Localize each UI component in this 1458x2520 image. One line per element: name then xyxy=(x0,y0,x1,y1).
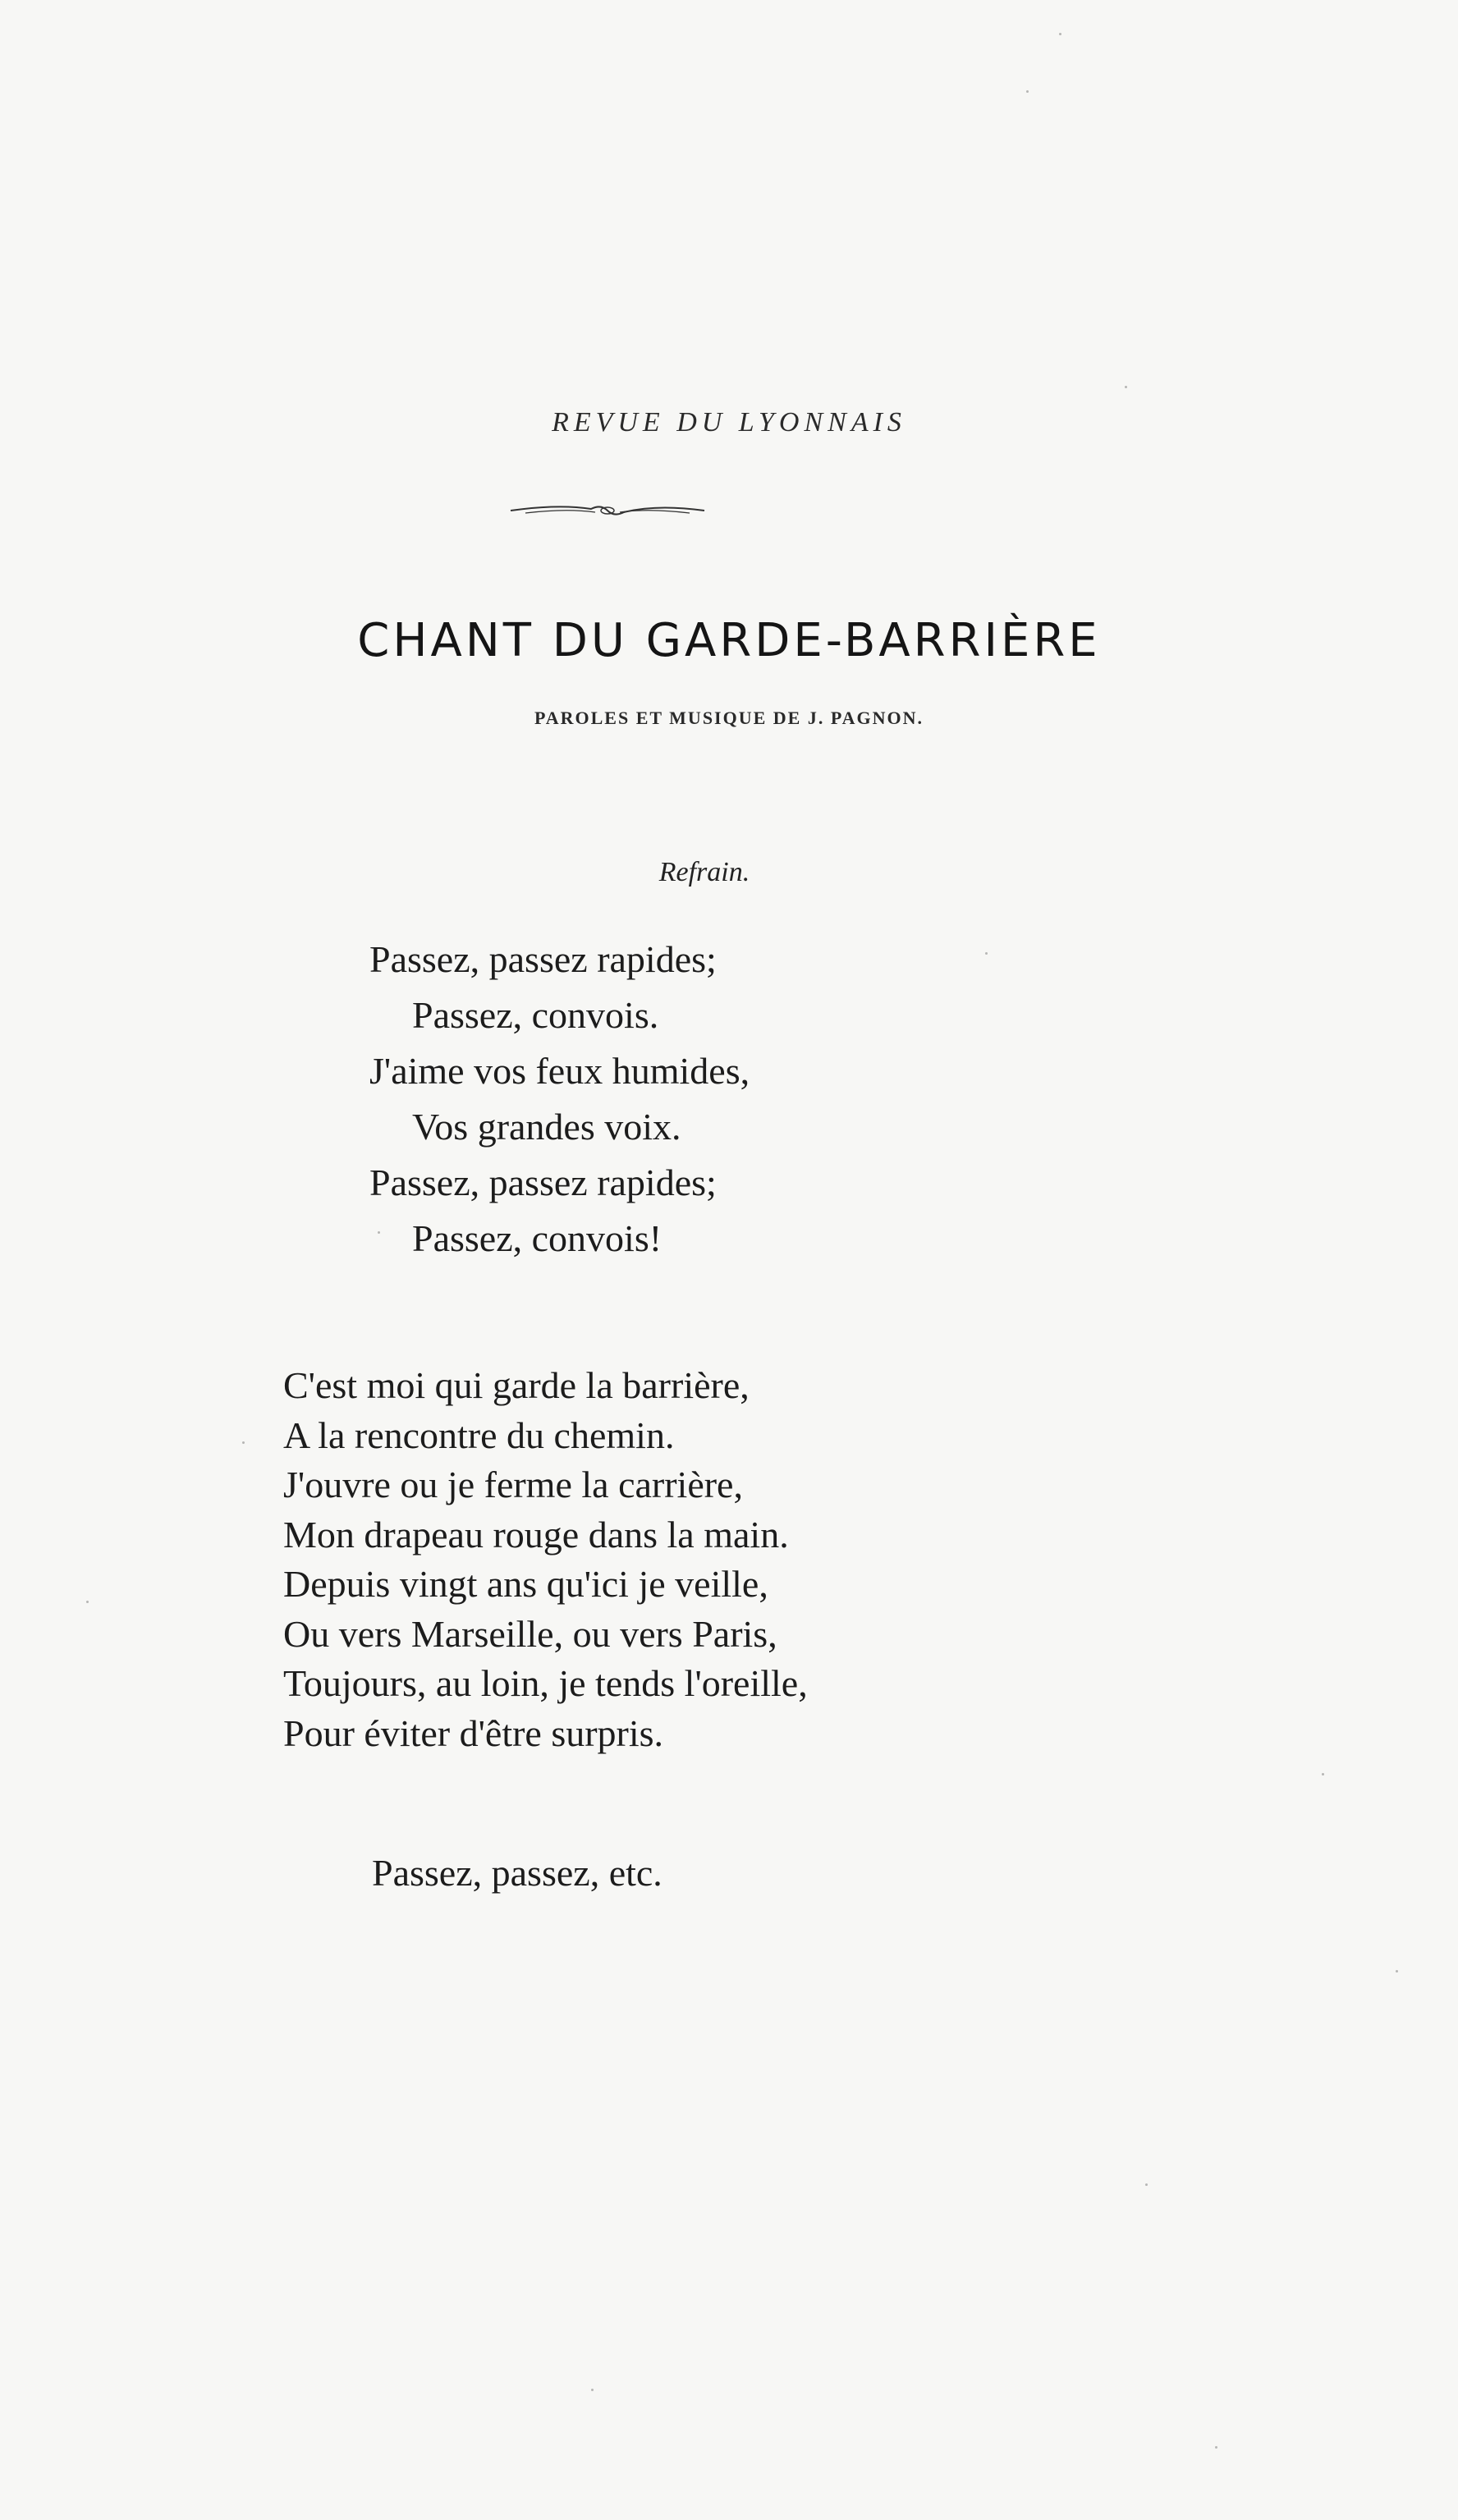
stanza xyxy=(283,1361,808,1758)
refrain-line: Passez, passez rapides; xyxy=(369,1161,717,1203)
stanza-line: Pour éviter d'être surpris. xyxy=(283,1711,664,1754)
song-title: CHANT DU GARDE-BARRIÈRE xyxy=(357,614,1101,667)
running-head: REVUE DU LYONNAIS xyxy=(552,407,906,438)
stanza-line: Depuis vingt ans qu'ici je veille, xyxy=(283,1563,768,1605)
refrain-label: Refrain. xyxy=(658,857,750,887)
stanza-line: Toujours, au loin, je tends l'oreille, xyxy=(283,1662,808,1704)
stanza-line: Ou vers Marseille, ou vers Paris, xyxy=(283,1612,777,1655)
song-byline: PAROLES ET MUSIQUE DE J. PAGNON. xyxy=(534,708,924,728)
refrain-line: Vos grandes voix. xyxy=(412,1106,681,1148)
refrain-line: Passez, convois! xyxy=(412,1217,663,1259)
refrain-repeat: Passez, passez, etc. xyxy=(372,1852,663,1894)
stanza-line: Mon drapeau rouge dans la main. xyxy=(283,1513,789,1556)
refrain-line: Passez, passez rapides; xyxy=(369,938,717,980)
refrain-line: J'aime vos feux humides, xyxy=(369,1050,750,1092)
stanza-line: A la rencontre du chemin. xyxy=(283,1413,675,1456)
stanza-line: C'est moi qui garde la barrière, xyxy=(283,1364,750,1406)
title-ornament-rule xyxy=(509,501,706,520)
refrain-line: Passez, convois. xyxy=(412,994,659,1036)
refrain xyxy=(369,932,750,1267)
stanza-line: J'ouvre ou je ferme la carrière, xyxy=(283,1464,743,1505)
